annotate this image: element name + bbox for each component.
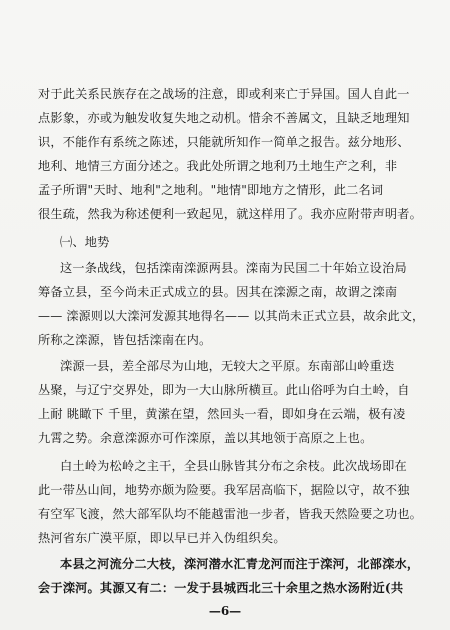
text-line-15: 九霄之势。余意滦源亦可作滦原，盖以其地领于高原之上也。 bbox=[38, 431, 373, 445]
text-line-10: —— 滦源则以大滦河发源其地得名—— 以其尚未正式立县，故余此文， bbox=[38, 309, 425, 323]
text-line-11: 所称之滦源，皆包括滦南在内。 bbox=[38, 333, 212, 347]
text-line-17: 此一带丛山间，地势亦颇为险要。我军居高临下，据险以守，故不独 bbox=[38, 483, 410, 497]
text-line-6: 很生疏，然我为称述便利一致起见，就这样用了。我亦应附带声明者。 bbox=[38, 207, 423, 221]
text-line-19: 热河省东广漠平原，即以早已并入伪组织矣。 bbox=[38, 531, 286, 545]
section-heading: ㈠、地势 bbox=[60, 235, 110, 249]
text-line-9: 筹备立县，至今尚未正式成立的县。因其在滦源之南，故谓之滦南 bbox=[38, 285, 398, 299]
page-number: —6— bbox=[208, 604, 242, 618]
text-line-21: 会于滦河。其源又有二：一发于县城西北三十余里之热水汤附近(共 bbox=[38, 581, 404, 595]
text-line-5: 孟子所谓"天时、地利"之地利。"地情"即地方之情形，此二名词 bbox=[38, 183, 384, 197]
text-line-18: 有空军飞渡，然大部军队均不能越雷池一步者，皆我天然险要之功也。 bbox=[38, 507, 423, 521]
text-line-20: 本县之河流分二大枝，滦河潜水汇青龙河而注于滦河，北部滦水， bbox=[60, 557, 420, 571]
text-line-13: 丛聚，与辽宁交界处，即为一大山脉所横亘。此山俗呼为白土岭，自 bbox=[38, 383, 410, 397]
text-line-4: 地利、地情三方面分述之。我此处所谓之地利乃土地生产之利，非 bbox=[38, 159, 398, 173]
text-line-8: 这一条战线，包括滦南滦源两县。滦南为民国二十年始立设治局 bbox=[60, 261, 407, 275]
text-line-3: 识，不能作有系统之陈述，只能就所知作一简单之报告。兹分地形、 bbox=[38, 135, 410, 149]
text-line-12: 滦源一县，差全部尽为山地，无较大之平原。东南部山岭重迭 bbox=[60, 359, 395, 373]
text-line-1: 对于此关系民族存在之战场的注意，即或利来亡于异国。国人自此一 bbox=[38, 87, 410, 101]
text-line-14: 上耐 眺瞰下 千里，黄潆在望，然回头一看，即如身在云端，极有凌 bbox=[38, 407, 406, 421]
text-line-16: 白土岭为松岭之主干，全县山脉皆其分布之余枝。此次战场即在 bbox=[60, 459, 407, 473]
text-line-2: 点影象，亦或为触发收复失地之动机。惜余不善属文，且缺乏地理知 bbox=[38, 111, 410, 125]
